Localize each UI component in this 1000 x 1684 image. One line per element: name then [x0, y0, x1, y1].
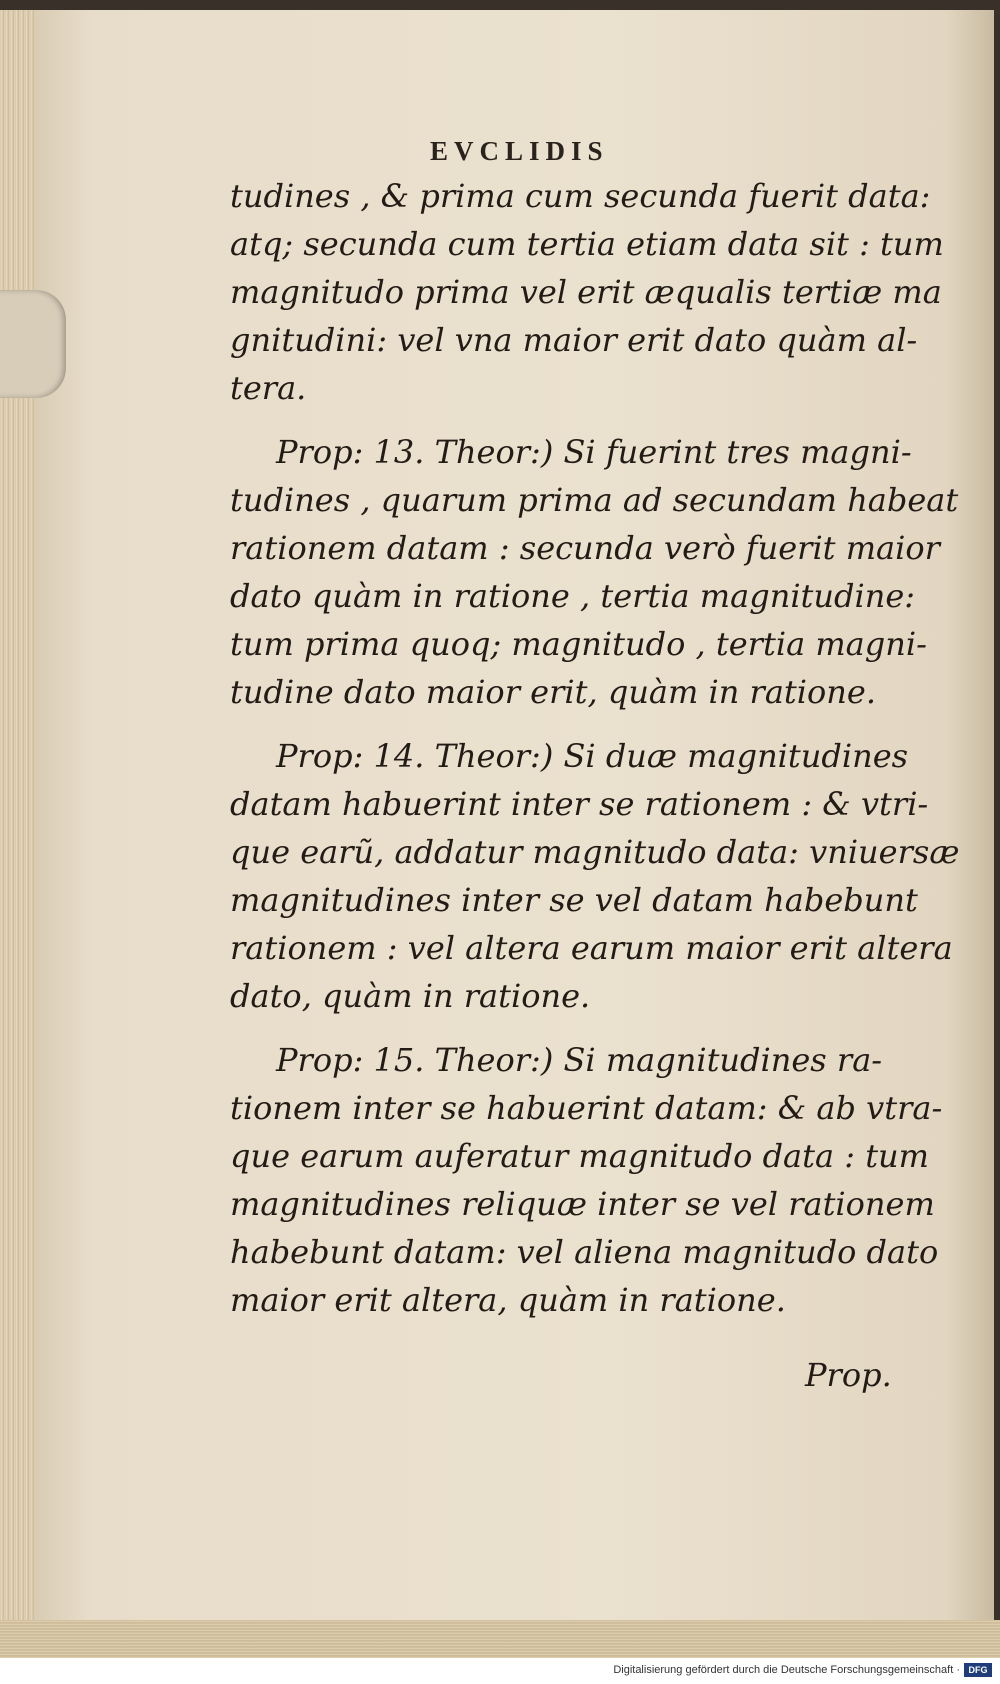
footer-bar	[0, 1658, 1000, 1684]
text-line: habebunt datam: vel aliena magnitudo dato	[230, 1233, 939, 1271]
text-line: maior erit altera, quàm in ratione.	[230, 1281, 786, 1319]
text-line: tudine dato maior erit, quàm in ratione.	[230, 673, 876, 711]
text-line: tera.	[230, 369, 307, 407]
text-line: tionem inter se habuerint datam: & ab vtra-	[230, 1089, 943, 1127]
paragraph	[230, 732, 960, 1020]
text-line: Prop: 13. Theor:) Si fuerint tres magni-	[276, 433, 912, 471]
text-line: dato quàm in ratione , tertia magnitudine:	[230, 577, 916, 615]
text-line: dato, quàm in ratione.	[230, 977, 591, 1015]
text-line: magnitudines reliquæ inter se vel rationem	[230, 1185, 935, 1223]
text-line: rationem : vel altera earum maior erit altera	[230, 929, 953, 967]
paragraph	[230, 172, 944, 412]
text-line: Prop: 14. Theor:) Si duæ magnitudines	[276, 737, 909, 775]
text-line: tum prima quoq; magnitudo , tertia magni-	[230, 625, 927, 663]
footer-credit: Digitalisierung gefördert durch die Deutsche Forschungsgemeinschaft ·	[613, 1664, 960, 1676]
body-text	[230, 172, 960, 1340]
text-line: datam habuerint inter se rationem : & vtri-	[230, 785, 929, 823]
text-line: magnitudines inter se vel datam habebunt	[230, 881, 918, 919]
text-line: atq; secunda cum tertia etiam data sit : tum	[230, 225, 944, 263]
bookmark-tab	[0, 290, 66, 398]
text-line: magnitudo prima vel erit æqualis tertiæ ma	[230, 273, 942, 311]
catchword: Prop.	[805, 1356, 892, 1394]
text-line: que earum auferatur magnitudo data : tum	[230, 1137, 929, 1175]
running-head: EVCLIDIS	[430, 136, 609, 166]
dfg-logo-icon: DFG	[964, 1663, 992, 1677]
bottom-page-edges	[0, 1620, 1000, 1658]
text-line: tudines , quarum prima ad secundam habeat	[230, 481, 959, 519]
text-line: que earũ, addatur magnitudo data: vniuersæ	[230, 833, 960, 871]
text-line: Prop: 15. Theor:) Si magnitudines ra-	[276, 1041, 883, 1079]
text-line: rationem datam : secunda verò fuerit maior	[230, 529, 940, 567]
text-line: gnitudini: vel vna maior erit dato quàm al-	[230, 321, 918, 359]
text-line: tudines , & prima cum secunda fuerit data:	[230, 177, 931, 215]
paragraph	[230, 428, 959, 716]
paragraph	[230, 1036, 943, 1324]
